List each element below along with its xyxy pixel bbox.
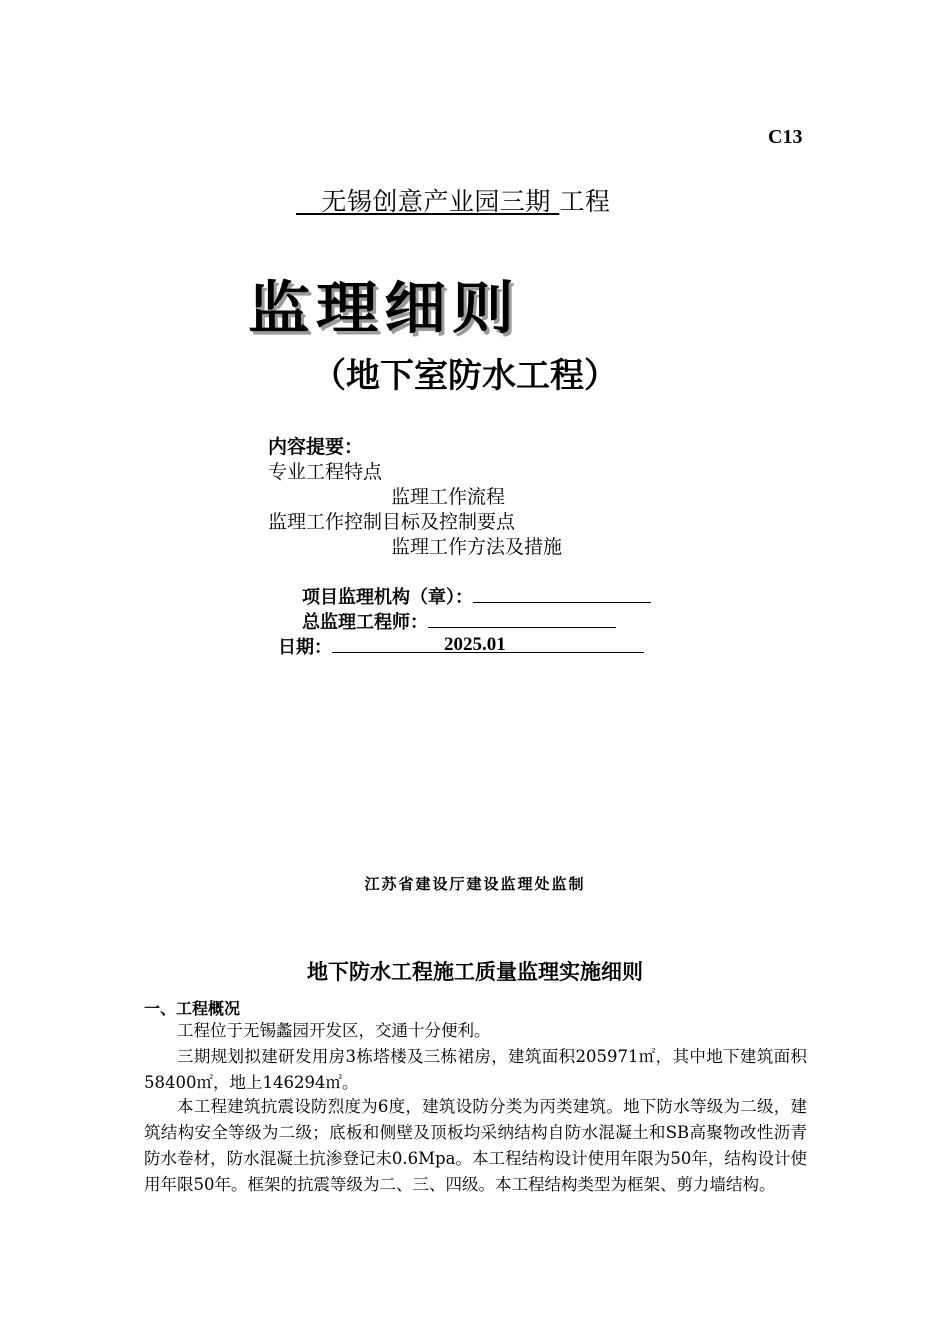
org-seal-line xyxy=(302,583,651,609)
contents-heading: 内容提要： xyxy=(268,436,364,458)
org-label: 项目监理机构（章）： xyxy=(302,587,473,608)
paragraph: 三期规划拟建研发用房3栋塔楼及三栋裙房，建筑面积205971㎡，其中地下建筑面积58400㎡，地上146294㎡。 xyxy=(144,1047,807,1092)
project-suffix: 工程 xyxy=(559,187,611,216)
main-title: 监理细则 xyxy=(248,273,521,342)
issuer-text: 江苏省建设厅建设监理处监制 xyxy=(364,875,586,893)
article-title: 地下防水工程施工质量监理实施细则 xyxy=(307,960,643,984)
section-heading: 一、工程概况 xyxy=(144,999,241,1018)
date-label: 日期： xyxy=(278,637,332,658)
project-name: 无锡创意产业园三期 xyxy=(321,187,551,216)
date-value: 2025.01 xyxy=(444,634,506,655)
chief-engineer-line xyxy=(302,608,616,634)
date-field xyxy=(332,634,644,653)
project-name-line xyxy=(296,182,610,218)
chief-label: 总监理工程师： xyxy=(302,612,428,633)
date-line xyxy=(278,633,644,659)
paragraph: 本工程建筑抗震设防烈度为6度，建筑设防分类为丙类建筑。地下防水等级为二级，建筑结构安全等级为二级；底板和侧壁及顶板均采纳结构自防水混凝土和SB高聚物改性沥青防水卷材，防水混凝土抗渗登记未0.6Mpa。本工程结构设计使用年限为50年，结构设计使用年限50年。框架的抗震等级为二、三、四级。本工程结构类型为框架、剪力墙结构。 xyxy=(144,1097,807,1194)
contents-item: 监理工作流程 xyxy=(391,486,506,508)
contents-item: 专业工程特点 xyxy=(268,461,383,483)
subtitle: （地下室防水工程） xyxy=(312,356,618,396)
contents-item: 监理工作控制目标及控制要点 xyxy=(268,511,516,533)
document-code: C13 xyxy=(768,126,803,148)
chief-signature-blank xyxy=(428,609,616,628)
paragraph: 工程位于无锡蠡园开发区，交通十分便利。 xyxy=(177,1021,491,1040)
org-signature-blank xyxy=(473,584,651,603)
contents-item: 监理工作方法及措施 xyxy=(391,536,563,558)
